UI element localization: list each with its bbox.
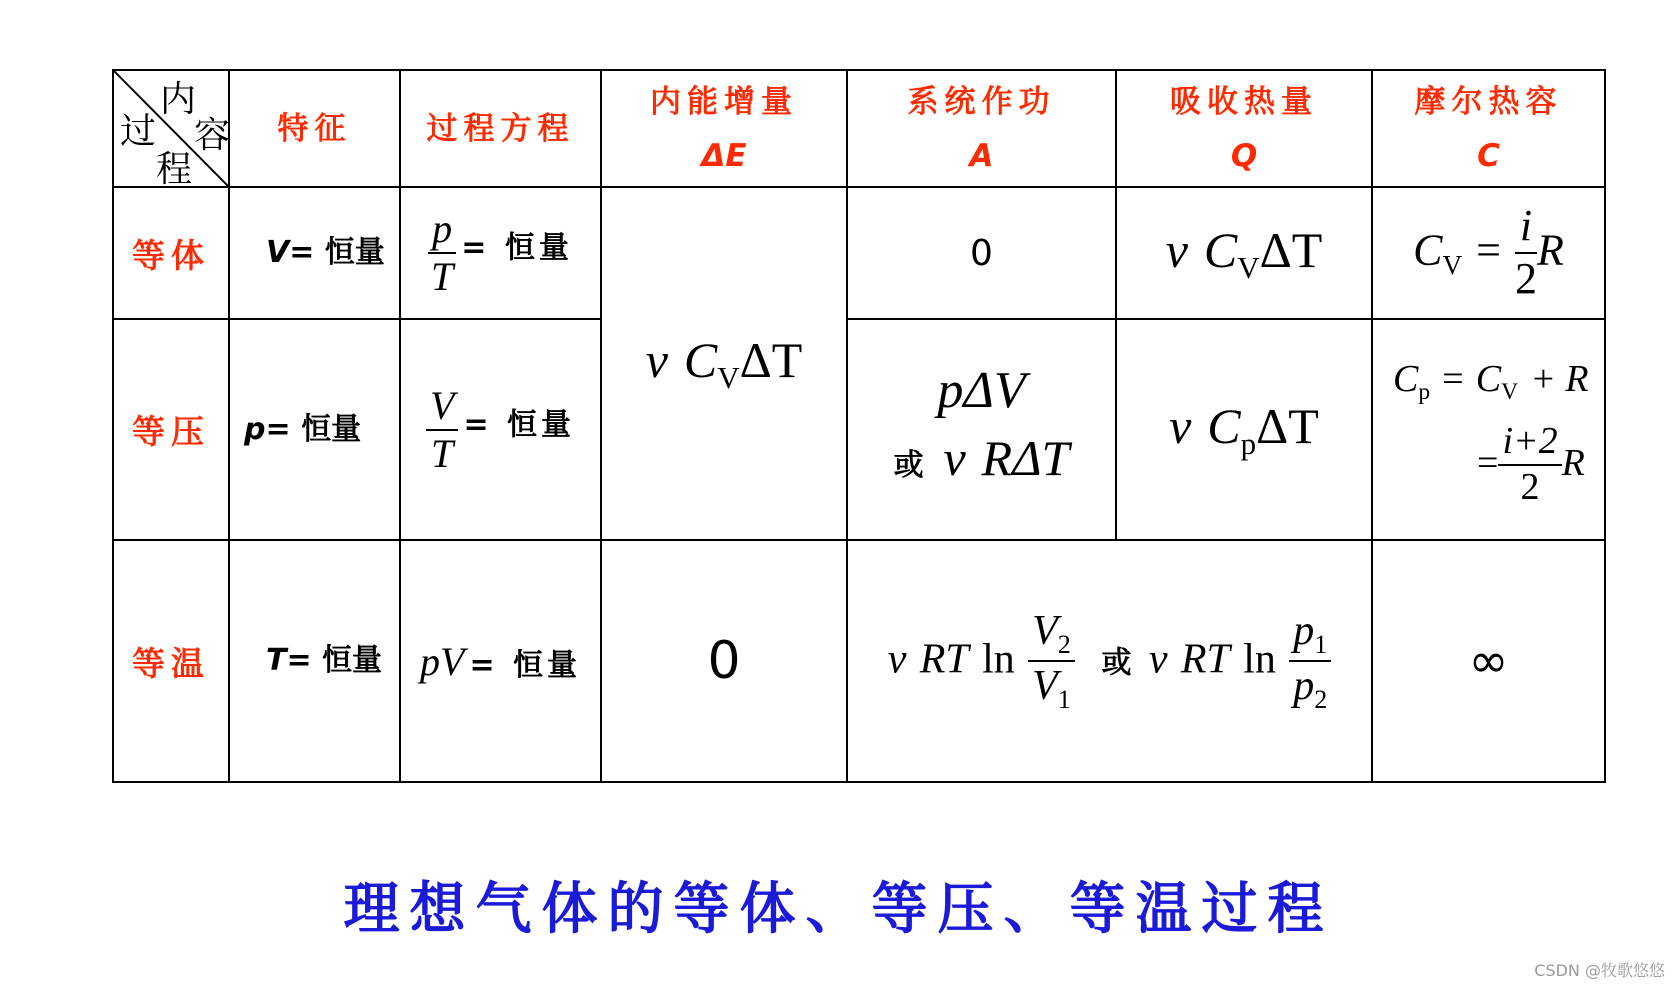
header-heat: 吸收热量 Q bbox=[1116, 70, 1372, 187]
internal-energy-isothermal: 0 bbox=[601, 540, 847, 782]
watermark: CSDN @牧歌悠悠 bbox=[1534, 961, 1665, 980]
header-internal-energy: 内能增量 ΔE bbox=[601, 70, 847, 187]
corner-bottom-char: 程 bbox=[156, 149, 193, 190]
equation-isothermal: pV = 恒量 bbox=[400, 540, 601, 782]
header-work: 系统作功 A bbox=[847, 70, 1116, 187]
capacity-isothermal: ∞ bbox=[1372, 540, 1605, 782]
corner-cell bbox=[113, 70, 231, 190]
header-equation: 过程方程 bbox=[400, 70, 601, 187]
corner-top-right-char: 内 bbox=[160, 79, 197, 120]
row-label-isobaric: 等压 bbox=[113, 319, 229, 540]
internal-energy-shared: ν $C_V\Delta T$ bbox=[601, 187, 847, 540]
feature-isothermal: T= 恒量 bbox=[229, 540, 400, 782]
feature-isochoric: V= 恒量 bbox=[229, 187, 400, 319]
work-heat-isothermal: ν RT ln $\frac{V_2}{V_1}$ 或 ν RT ln $\frac{p_1}{p_2}$ bbox=[847, 540, 1372, 782]
header-molar-capacity: 摩尔热容 C bbox=[1372, 70, 1605, 187]
capacity-isochoric: $C_V$ = $\frac{i}{2}$ R bbox=[1372, 187, 1605, 319]
row-label-isothermal: 等温 bbox=[113, 540, 229, 782]
corner-left-char: 过 bbox=[120, 111, 157, 152]
heat-isobaric: ν $C_p\Delta T$ bbox=[1116, 319, 1372, 540]
work-isobaric: pΔV 或 ν RΔT bbox=[847, 319, 1116, 540]
equation-isobaric: $\frac{V}{T}$ = 恒量 bbox=[400, 319, 601, 540]
capacity-isobaric: $C_p = C_V + R$ = $\frac{i+2}{2}$ R bbox=[1372, 319, 1605, 540]
work-isochoric: 0 bbox=[847, 187, 1116, 319]
feature-isobaric: p= 恒量 bbox=[229, 319, 400, 540]
corner-right-char: 容 bbox=[194, 115, 231, 156]
equation-isochoric: $\frac{p}{T}$ = 恒量 bbox=[400, 187, 601, 319]
heat-isochoric: ν $C_V\Delta T$ bbox=[1116, 187, 1372, 319]
row-label-isochoric: 等体 bbox=[113, 187, 229, 319]
figure-caption: 理想气体的等体、等压、等温过程 bbox=[343, 877, 1334, 942]
header-feature: 特征 bbox=[229, 70, 400, 187]
process-table bbox=[112, 69, 1606, 783]
